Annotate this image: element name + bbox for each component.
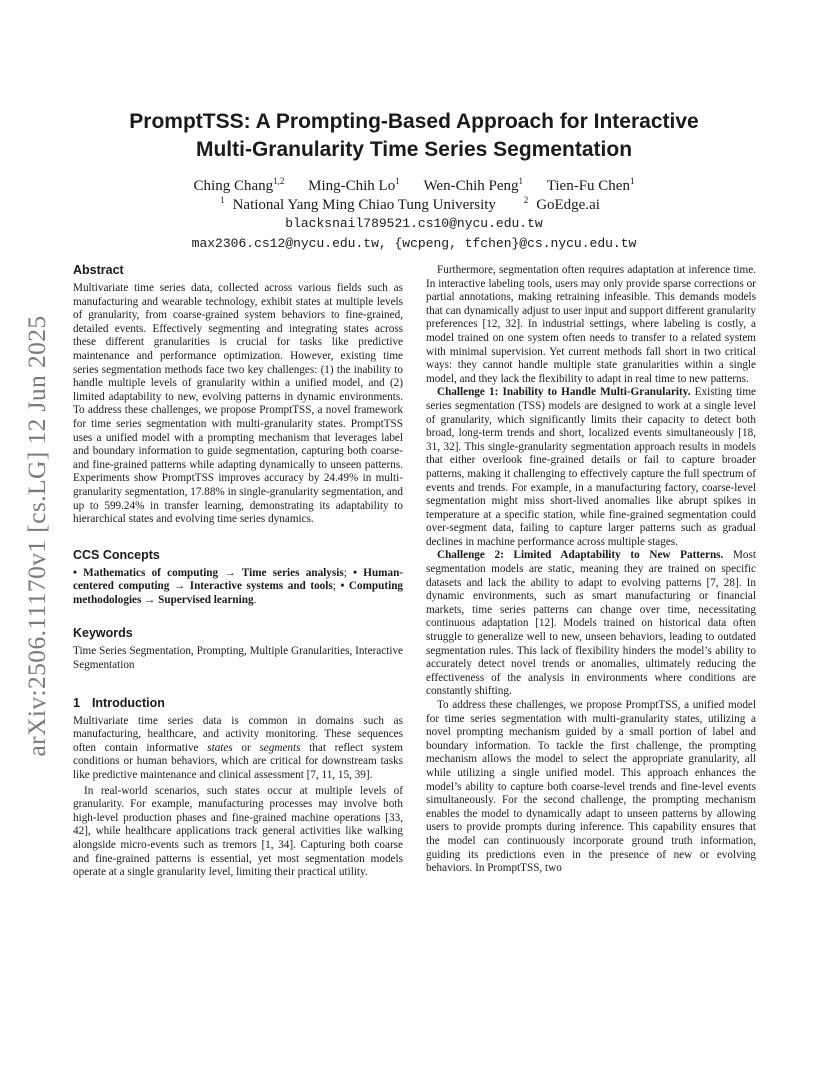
ccs-concept: • Mathematics of computing bbox=[73, 566, 219, 579]
ccs-separator: . bbox=[253, 593, 257, 606]
keywords-heading: Keywords bbox=[73, 626, 133, 641]
author-name: Ching Chang bbox=[193, 178, 274, 194]
paper-title-line-2: Multi-Granularity Time Series Segmentation bbox=[195, 138, 633, 161]
abstract-text: Multivariate time series data, collected across various fields such as manufacturing and wearable technology, exhibit states at multiple levels of granularity, from coarse-grained system behaviors to fine-grained, detailed events. Effectively segmenting and integrating states across these different granularities is crucial for tasks like predictive maintenance and performance optimization. However, existing time series segmentation methods face two key challenges: (1) the inability to handle multiple levels of granularity within a unified model, and (2) limited adaptability to new, evolving patterns in dynamic environments. To address these challenges, we propose PromptTSS, a novel framework for time series segmentation with multi-granularity states. PromptTSS uses a unified model with a prompting mechanism that leverages label and boundary information to guide segmentation, capturing both coarse- and fine-grained patterns while adapting dynamically to unseen patterns. Experiments show PromptTSS improves accuracy by 24.49% in multi-granularity segmentation, 17.88% in single-granularity segmentation, and up to 599.24% in transfer learning, demonstrating its adaptability to hierarchical states and evolving time series dynamics. bbox=[73, 282, 403, 526]
ccs-concept: • Human-centered computing bbox=[73, 566, 404, 593]
intro-paragraph-1 bbox=[73, 715, 403, 783]
affiliation bbox=[524, 197, 608, 213]
ccs-concept: Interactive systems and tools bbox=[189, 580, 333, 593]
author-affiliation-mark: 1 bbox=[395, 176, 400, 186]
author bbox=[194, 178, 285, 194]
affiliation-list bbox=[72, 195, 756, 215]
arxiv-sidebar bbox=[22, 298, 52, 774]
ccs-arrow: → bbox=[141, 593, 159, 606]
text-run: Multivariate time series data is common in domains such as manufacturing, healthcare, and activity monitoring. These sequences often contain informative bbox=[73, 714, 403, 754]
challenge-1-paragraph bbox=[426, 386, 756, 549]
author-email-line-1[interactable]: blacksnail789521.cs10@nycu.edu.tw bbox=[285, 216, 543, 231]
ccs-heading: CCS Concepts bbox=[73, 547, 160, 562]
affiliation-mark: 1 bbox=[220, 195, 225, 205]
challenge-1-text: Existing time series segmentation (TSS) models are designed to work at a single level of granularity, which significantly limits their capacity to detect both broad, long-term trends and short, localized events simultaneously [18, 31, 32]. This single-granularity segmentation approach results in models that either overlook fine-grained details or fail to capture broader patterns, making it challenging to effectively capture the full spectrum of events and trends. For example, in a manufacturing factory, coarse-level segmentation might miss short-lived anomalies like abrupt spikes in temperature at a specific station, while fine-grained segmentation could over-segment data, failing to capture larger patterns such as gradual declines in machine performance across multiple stages. bbox=[426, 386, 756, 548]
paper-title-line-1: PromptTSS: A Prompting-Based Approach for Interactive bbox=[129, 110, 699, 133]
ccs-separator: ; bbox=[343, 566, 354, 579]
text-run: or bbox=[232, 741, 260, 754]
challenge-2-heading: Challenge 2: Limited Adaptability to New Patterns. bbox=[437, 549, 724, 562]
arxiv-identifier: arXiv:2506.11170v1 [cs.LG] 12 Jun 2025 bbox=[22, 315, 51, 757]
text-run: that reflect system conditions or human behaviors, which are critical for downstream tasks like predictive maintenance and clinical assessment [7, 11, 15, 39]. bbox=[73, 741, 404, 782]
affiliation bbox=[220, 197, 504, 213]
paper-title bbox=[72, 108, 756, 164]
challenge-2-paragraph bbox=[426, 549, 756, 699]
intro-paragraph-2: In real-world scenarios, such states occur at multiple levels of granularity. For example, manufacturing processes may involve both high-level production phases and fine-grained machine operations [33, 42], while healthcare applications track general activities like walking alongside micro-events such as tremors [1, 34]. Capturing both coarse and fine-grained patterns is essential, yet most segmentation models operate at a single granularity level, limiting their practical utility. bbox=[73, 784, 403, 879]
left-column bbox=[73, 262, 403, 880]
section-title: Introduction bbox=[91, 695, 165, 710]
emphasis: states bbox=[207, 741, 233, 754]
challenge-1-heading: Challenge 1: Inability to Handle Multi-Granularity. bbox=[437, 386, 691, 399]
keywords-text: Time Series Segmentation, Prompting, Multiple Granularities, Interactive Segmentation bbox=[73, 645, 403, 672]
intro-paragraph-4: To address these challenges, we propose PromptTSS, a unified model for time series segmentation with multi-granularity states, utilizing a novel prompting mechanism guided by a small portion of label and boundary information. To tackle the first challenge, the prompting mechanism allows the model to select the appropriate granularity, all while utilizing a single unified model. This approach enhances the model’s ability to capture both coarse-level trends and fine-level events simultaneously. For the second challenge, the prompting mechanism enables the model to dynamically adapt to unseen patterns by allowing users to provide prompts during inference. This capability ensures that the model can continuously incorporate ground truth information, guiding its predictions even in the presence of new or evolving behaviors. In PromptTSS, two bbox=[426, 699, 756, 875]
ccs-concept: Supervised learning bbox=[158, 593, 254, 606]
emphasis: segments bbox=[259, 741, 301, 754]
author-list bbox=[72, 176, 756, 196]
introduction-heading bbox=[73, 695, 403, 711]
challenge-2-text: Most segmentation models are static, meaning they are trained on specific datasets and lack the ability to adapt to evolving patterns [7, 28]. In dynamic environments, such as smart manufacturing or financial markets, time series patterns can change over time, necessitating continuous adaptation [12]. Models trained on historical data often struggle to generalize well to new, unseen behaviors, leading to outdated segmentation rules. This lack of flexibility hinders the model’s ability to accurately detect novel trends or anomalies, ultimately reducing the effectiveness of the analysis in environments where conditions are constantly shifting. bbox=[426, 549, 756, 698]
ccs-concept: Time series analysis bbox=[241, 566, 344, 579]
ccs-separator: ; bbox=[332, 580, 341, 593]
right-column bbox=[426, 264, 756, 876]
ccs-concept: • Computing methodologies bbox=[73, 580, 404, 606]
ccs-arrow: → bbox=[218, 566, 242, 579]
author-affiliation-mark: 1 bbox=[518, 176, 523, 186]
author bbox=[423, 178, 523, 194]
abstract-heading: Abstract bbox=[73, 263, 124, 277]
author bbox=[547, 178, 635, 194]
author-affiliation-mark: 1,2 bbox=[273, 176, 285, 186]
author bbox=[308, 178, 400, 194]
affiliation-mark: 2 bbox=[523, 195, 529, 205]
ccs-concepts bbox=[73, 567, 403, 608]
affiliation-name: National Yang Ming Chiao Tung University bbox=[232, 197, 496, 213]
section-number: 1 bbox=[73, 695, 80, 710]
author-email-line-2[interactable]: max2306.cs12@nycu.edu.tw, {wcpeng, tfchen}@cs.nycu.edu.tw bbox=[191, 236, 637, 251]
author-name: Ming-Chih Lo bbox=[308, 178, 396, 194]
affiliation-name: GoEdge.ai bbox=[536, 197, 600, 213]
ccs-arrow: → bbox=[169, 580, 190, 593]
author-affiliation-mark: 1 bbox=[629, 176, 635, 186]
intro-paragraph-3: Furthermore, segmentation often requires adaptation at inference time. In interactive labeling tools, users may only provide sparse corrections or partial annotations, making retraining infeasible. This demands models that can dynamically adjust to user input and support different granularity preferences [12, 32]. In industrial settings, where labeling is costly, a model trained on one system often needs to transfer to a related system with minimal supervision. Yet current methods fall short in two critical ways: they cannot handle multiple state granularities within a single model, and they lack the flexibility to adapt in real time to new patterns. bbox=[426, 264, 756, 385]
author-name: Wen-Chih Peng bbox=[423, 178, 519, 194]
author-name: Tien-Fu Chen bbox=[546, 178, 630, 194]
